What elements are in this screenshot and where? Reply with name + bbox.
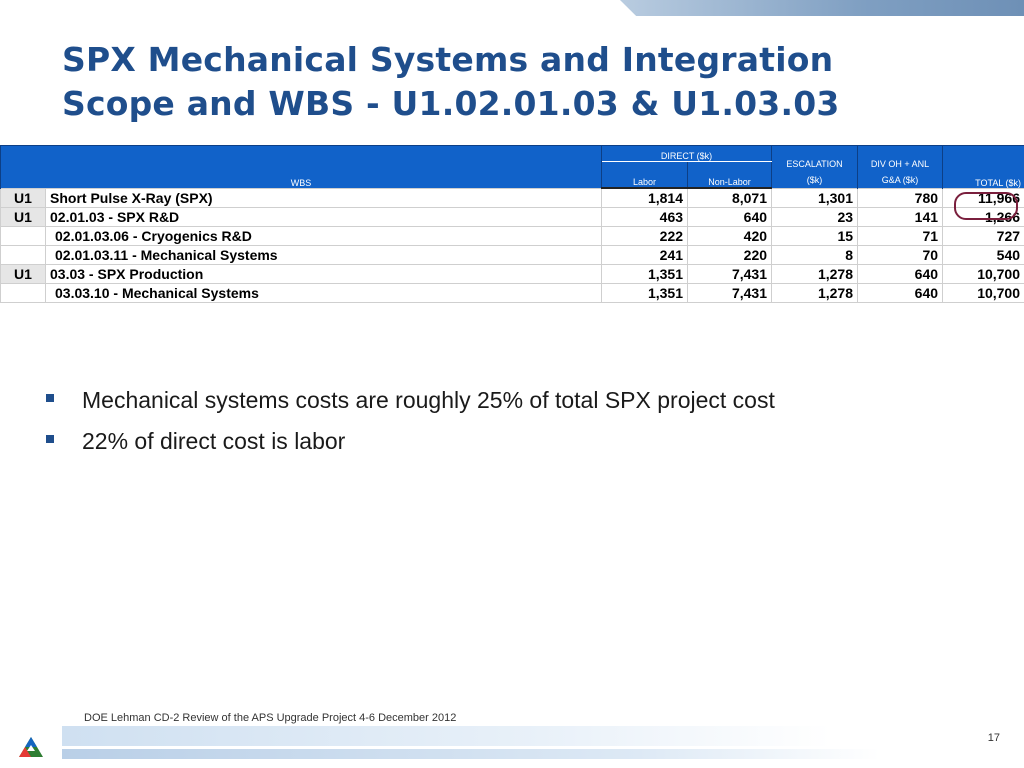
footer-decorative-band-lower (62, 749, 1024, 759)
row-total: 727 (943, 227, 1024, 246)
row-code (1, 227, 46, 246)
row-escalation: 8 (772, 246, 858, 265)
row-non-labor: 7,431 (688, 265, 772, 284)
row-code: U1 (1, 208, 46, 227)
table-row (1, 284, 1024, 303)
header-total: TOTAL ($k) (943, 146, 1024, 189)
page-number: 17 (987, 732, 1000, 744)
slide-title-line1: SPX Mechanical Systems and Integration (62, 40, 834, 79)
row-non-labor: 8,071 (688, 188, 772, 208)
row-non-labor: 420 (688, 227, 772, 246)
slide-title-line2: Scope and WBS - U1.02.01.03 & U1.03.03 (62, 84, 840, 123)
header-wbs: WBS (1, 146, 602, 189)
square-bullet-icon (46, 435, 54, 443)
row-description: Short Pulse X-Ray (SPX) (46, 188, 602, 208)
table-row (1, 227, 1024, 246)
square-bullet-icon (46, 394, 54, 402)
row-div-oh: 71 (858, 227, 943, 246)
header-escalation-line2: ($k) (806, 174, 823, 185)
row-labor: 222 (602, 227, 688, 246)
bullet-item (44, 380, 775, 421)
slide-title (62, 38, 840, 126)
row-total: 10,700 (943, 265, 1024, 284)
top-decorative-band (620, 0, 1024, 16)
footer-decorative-band (62, 726, 1024, 746)
argonne-triangle-logo-icon (18, 736, 44, 758)
bullet-item (44, 421, 775, 462)
header-div-oh-line2: G&A ($k) (881, 174, 919, 185)
row-labor: 463 (602, 208, 688, 227)
row-div-oh: 640 (858, 265, 943, 284)
bullet-list (44, 380, 775, 462)
row-labor: 241 (602, 246, 688, 265)
row-total: 540 (943, 246, 1024, 265)
row-non-labor: 7,431 (688, 284, 772, 303)
row-div-oh: 640 (858, 284, 943, 303)
footer-text: DOE Lehman CD-2 Review of the APS Upgrade Project 4-6 December 2012 (84, 712, 457, 724)
row-code (1, 284, 46, 303)
row-div-oh: 141 (858, 208, 943, 227)
row-escalation: 1,301 (772, 188, 858, 208)
table-row (1, 188, 1024, 208)
row-description: 02.01.03.06 - Cryogenics R&D (46, 227, 602, 246)
row-description: 02.01.03 - SPX R&D (46, 208, 602, 227)
row-labor: 1,351 (602, 265, 688, 284)
bullet-text: 22% of direct cost is labor (82, 428, 346, 454)
row-escalation: 15 (772, 227, 858, 246)
table-row (1, 208, 1024, 227)
total-highlight-ring (954, 192, 1018, 220)
header-direct: DIRECT ($k) (602, 146, 772, 162)
row-total: 1,266 (943, 208, 1024, 227)
header-escalation-line1: ESCALATION (786, 158, 843, 169)
row-div-oh: 780 (858, 188, 943, 208)
row-non-labor: 640 (688, 208, 772, 227)
row-total: 10,700 (943, 284, 1024, 303)
header-escalation (772, 146, 858, 189)
row-description: 03.03 - SPX Production (46, 265, 602, 284)
row-labor: 1,814 (602, 188, 688, 208)
header-labor: Labor (602, 162, 688, 189)
row-labor: 1,351 (602, 284, 688, 303)
row-escalation: 1,278 (772, 265, 858, 284)
wbs-cost-table (0, 145, 1024, 303)
row-description: 03.03.10 - Mechanical Systems (46, 284, 602, 303)
table-row (1, 246, 1024, 265)
header-div-oh (858, 146, 943, 189)
row-div-oh: 70 (858, 246, 943, 265)
row-code (1, 246, 46, 265)
row-description: 02.01.03.11 - Mechanical Systems (46, 246, 602, 265)
row-code: U1 (1, 265, 46, 284)
table-row (1, 265, 1024, 284)
row-non-labor: 220 (688, 246, 772, 265)
header-div-oh-line1: DIV OH + ANL (870, 158, 930, 169)
row-escalation: 1,278 (772, 284, 858, 303)
bullet-text: Mechanical systems costs are roughly 25% of total SPX project cost (82, 387, 775, 413)
row-total: 11,966 (943, 188, 1024, 208)
table-header-row-1 (1, 146, 1024, 162)
row-code: U1 (1, 188, 46, 208)
row-escalation: 23 (772, 208, 858, 227)
header-non-labor: Non-Labor (688, 162, 772, 189)
